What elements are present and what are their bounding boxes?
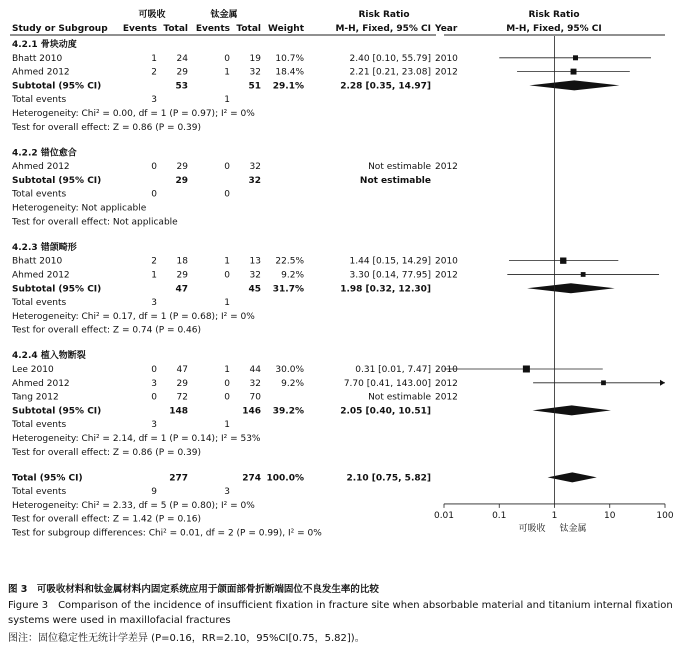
plot-method-header: M-H, Fixed, 95% CI [506,24,602,34]
subgroup-title: 4.2.3 错颌畸形 [12,242,77,253]
heterogeneity-text: Heterogeneity: Chi² = 2.14, df = 1 (P = 0.14); I² = 53% [12,433,261,444]
total2-value: 32 [249,67,261,78]
study-name: Bhatt 2010 [12,256,63,267]
total-events2: 1 [224,298,230,309]
total2-value: 32 [249,162,261,173]
events2-value: 1 [224,364,230,375]
total-events1: 3 [151,298,157,309]
total2-value: 19 [249,53,261,64]
events1-value: 1 [151,53,157,64]
risk-ratio-header: Risk Ratio [358,10,410,20]
subtotal-total1: 148 [169,406,188,417]
plot-risk-ratio-header: Risk Ratio [528,10,580,20]
total-events1: 3 [151,420,157,431]
group2-header: 钛金属 [210,10,238,20]
weight-value: 10.7% [275,53,304,64]
overall-effect-total-text: Test for overall effect: Z = 1.42 (P = 0.16) [12,514,201,525]
heterogeneity-text: Heterogeneity: Not applicable [12,203,147,214]
subtotal-diamond [529,80,619,90]
total-events2: 0 [224,189,230,200]
total-diamond [548,472,597,482]
total2-value: 13 [249,256,261,267]
overall-effect-text: Test for overall effect: Z = 0.74 (P = 0.46) [12,325,201,336]
year-header: Year [435,24,458,34]
study-name: Bhatt 2010 [12,53,63,64]
total1-header: Total [163,24,188,34]
study-name: Tang 2012 [12,392,59,403]
total2-value: 32 [249,378,261,389]
weight-value: 22.5% [275,256,304,267]
subtotal-label: Subtotal (95% CI) [12,406,102,417]
weight-value: 30.0% [275,364,304,375]
events2-value: 1 [224,67,230,78]
subtotal-diamond [533,405,611,415]
study-effect-square [560,257,566,263]
subtotal-total2: 146 [242,406,261,417]
total-total1: 277 [169,473,188,484]
total-label: Total (95% CI) [12,473,83,484]
subtotal-total2: 51 [248,81,261,92]
events1-value: 0 [151,392,157,403]
total2-value: 44 [249,364,261,375]
risk-ratio-ci: Not estimable [368,392,431,403]
x-tick-label: 1 [551,510,558,521]
total-events-label: Total events [12,95,67,106]
subtotal-ci: 2.05 [0.40, 10.51] [340,406,431,417]
study-name: Ahmed 2012 [12,162,70,173]
events1-value: 0 [151,364,157,375]
favours-left-label: 可吸收 [518,523,546,534]
total2-header: Total [236,24,261,34]
ci-arrow [660,380,665,386]
subtotal-weight: 31.7% [272,284,304,295]
total1-value: 24 [176,53,188,64]
study-year: 2012 [435,162,458,173]
events2-value: 0 [224,162,230,173]
subtotal-total1: 47 [175,284,188,295]
total1-value: 29 [176,162,188,173]
events1-value: 1 [151,270,157,281]
x-tick-label: 10 [604,510,616,521]
overall-heterogeneity-text: Heterogeneity: Chi² = 2.33, df = 5 (P = 0.80); I² = 0% [12,500,255,511]
total-events-label: Total events [12,189,67,200]
total1-value: 29 [176,67,188,78]
study-year: 2010 [435,256,458,267]
study-header: Study or Subgroup [12,24,108,34]
x-tick-label: 100 [656,510,674,521]
subtotal-ci: 2.28 [0.35, 14.97] [340,81,431,92]
x-tick-label: 0.1 [492,510,507,521]
figure-caption-cn: 图 3 可吸收材料和钛金属材料内固定系统应用于颌面部骨折断端固位不良发生率的比较 [8,584,379,595]
weight-value: 9.2% [281,378,304,389]
study-year: 2012 [435,270,458,281]
events2-header: Events [195,24,230,34]
events2-value: 1 [224,256,230,267]
risk-ratio-ci: 7.70 [0.41, 143.00] [343,378,431,389]
study-name: Lee 2010 [12,364,54,375]
total-events-label: Total events [12,298,67,309]
subtotal-label: Subtotal (95% CI) [12,175,102,186]
study-year: 2012 [435,67,458,78]
subgroup-title: 4.2.1 骨块动度 [12,40,77,50]
total-ci: 2.10 [0.75, 5.82] [346,473,431,484]
subtotal-weight: 29.1% [272,81,304,92]
total2-value: 70 [249,392,261,403]
events2-value: 0 [224,270,230,281]
heterogeneity-text: Heterogeneity: Chi² = 0.00, df = 1 (P = 0.97); I² = 0% [12,109,255,119]
total-events1: 3 [151,95,157,106]
study-effect-square [573,55,578,60]
overall-effect-text: Test for overall effect: Z = 0.86 (P = 0.39) [12,447,201,458]
figure-note: 图注：固位稳定性无统计学差异 (P=0.16，RR=2.10，95%CI[0.75，5.82])。 [8,633,365,644]
overall-total-events1: 9 [151,487,157,498]
total-events2: 1 [224,95,230,106]
study-year: 2010 [435,364,458,375]
weight-header: Weight [268,24,304,34]
subtotal-total2: 45 [248,284,261,295]
overall-effect-text: Test for overall effect: Not applicable [12,217,178,228]
subtotal-total1: 53 [175,81,188,92]
overall-effect-text: Test for overall effect: Z = 0.86 (P = 0.39) [12,122,201,133]
study-name: Ahmed 2012 [12,270,70,281]
total1-value: 18 [176,256,188,267]
favours-right-label: 钛金属 [559,523,587,534]
total2-value: 32 [249,270,261,281]
figure-caption-en: Figure 3 Comparison of the incidence of insufficient fixation in fracture site when absorbable material and titanium internal fixation systems were used in maxillofacial fractures [8,600,673,626]
total-weight: 100.0% [266,473,304,484]
events2-value: 0 [224,378,230,389]
study-effect-square [601,380,606,385]
study-year: 2010 [435,53,458,64]
subgroup-differences-text: Test for subgroup differences: Chi² = 0.01, df = 2 (P = 0.99), I² = 0% [12,528,322,539]
total-events1: 0 [151,189,157,200]
study-effect-square [581,272,586,277]
total-total2: 274 [242,473,261,484]
study-name: Ahmed 2012 [12,378,70,389]
total1-value: 29 [176,378,188,389]
study-name: Ahmed 2012 [12,67,70,78]
study-year: 2012 [435,392,458,403]
risk-ratio-ci: 3.30 [0.14, 77.95] [349,270,431,281]
events1-value: 3 [151,378,157,389]
group1-header: 可吸收 [138,10,166,20]
total-events2: 1 [224,420,230,431]
weight-value: 9.2% [281,270,304,281]
subtotal-weight: 39.2% [272,406,304,417]
subtotal-ci: 1.98 [0.32, 12.30] [340,284,431,295]
overall-total-events2: 3 [224,487,230,498]
study-effect-square [523,365,530,372]
subgroup-title: 4.2.2 错位愈合 [12,148,77,159]
events2-value: 0 [224,392,230,403]
rr-method-header: M-H, Fixed, 95% CI [335,24,431,34]
risk-ratio-ci: 2.40 [0.10, 55.79] [349,53,431,64]
total1-value: 72 [176,392,188,403]
events1-value: 2 [151,67,157,78]
subtotal-total1: 29 [175,175,188,186]
events1-value: 2 [151,256,157,267]
risk-ratio-ci: 2.21 [0.21, 23.08] [349,67,431,78]
weight-value: 18.4% [275,67,304,78]
subgroup-title: 4.2.4 植入物断裂 [12,351,86,362]
study-year: 2012 [435,378,458,389]
heterogeneity-text: Heterogeneity: Chi² = 0.17, df = 1 (P = 0.68); I² = 0% [12,311,255,322]
total1-value: 29 [176,270,188,281]
subtotal-diamond [527,283,615,293]
subtotal-label: Subtotal (95% CI) [12,81,102,92]
events1-header: Events [122,24,157,34]
overall-total-events-label: Total events [12,487,67,498]
risk-ratio-ci: 0.31 [0.01, 7.47] [355,364,431,375]
subtotal-ci: Not estimable [359,175,431,186]
subtotal-label: Subtotal (95% CI) [12,284,102,295]
risk-ratio-ci: Not estimable [368,162,431,173]
events2-value: 0 [224,53,230,64]
events1-value: 0 [151,162,157,173]
total1-value: 47 [176,364,188,375]
total-events-label: Total events [12,420,67,431]
x-tick-label: 0.01 [433,510,455,521]
subtotal-total2: 32 [248,175,261,186]
study-effect-square [571,69,577,75]
risk-ratio-ci: 1.44 [0.15, 14.29] [349,256,431,267]
